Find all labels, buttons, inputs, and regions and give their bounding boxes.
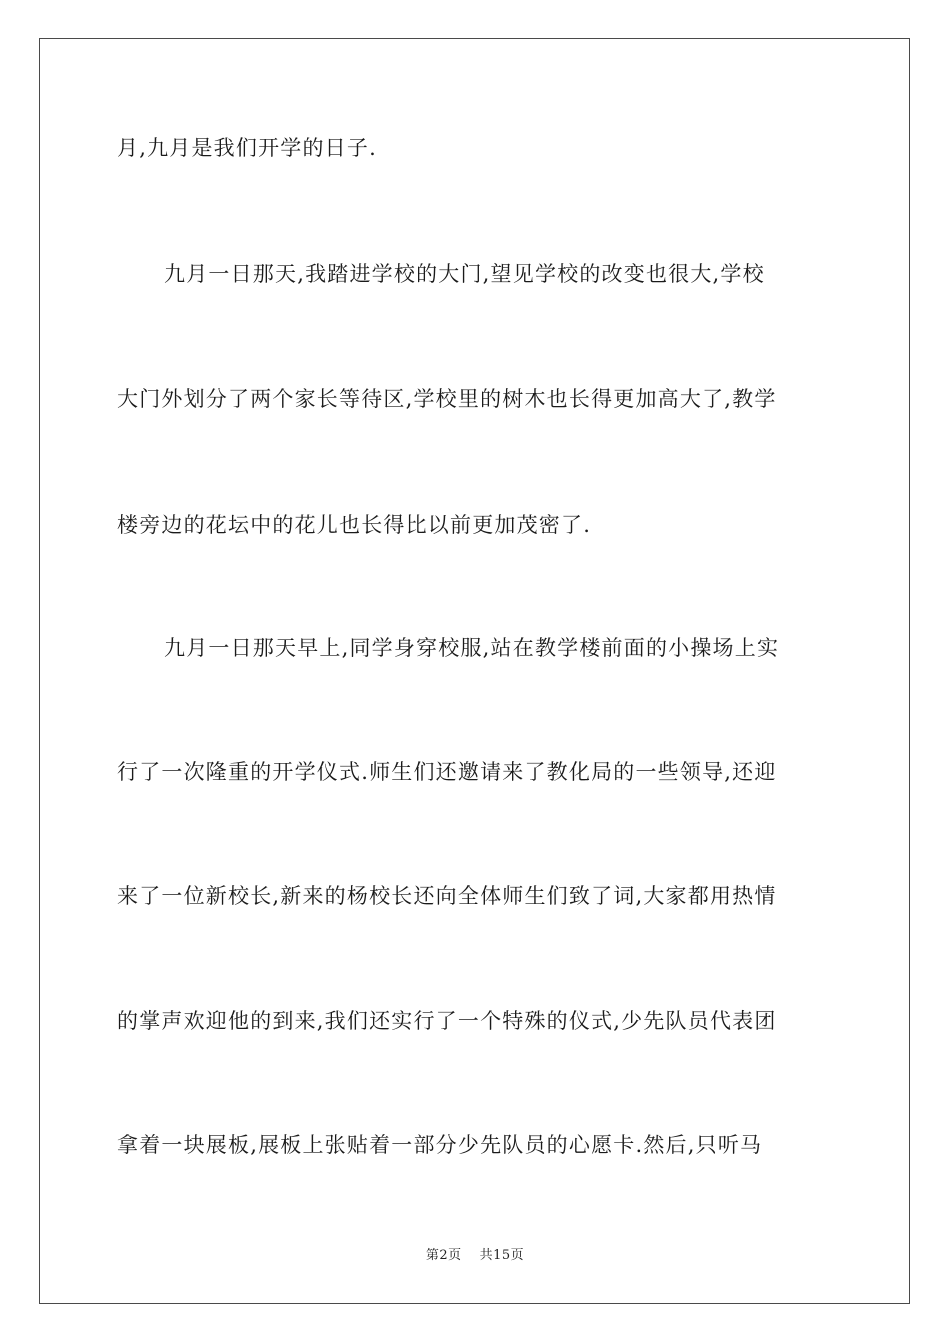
- text-line-7: 来了一位新校长,新来的杨校长还向全体师生们致了词,大家都用热情: [117, 884, 777, 908]
- text-line-8: 的掌声欢迎他的到来,我们还实行了一个特殊的仪式,少先队员代表团: [117, 1009, 777, 1033]
- text-line-9: 拿着一块展板,展板上张贴着一部分少先队员的心愿卡.然后,只听马: [117, 1133, 763, 1157]
- page-border: [39, 38, 910, 1304]
- page-footer: [0, 1247, 950, 1265]
- text-line-4: 楼旁边的花坛中的花儿也长得比以前更加茂密了.: [117, 513, 592, 537]
- page-total: 共15页: [479, 1248, 525, 1263]
- text-line-1: 月,九月是我们开学的日子.: [117, 136, 377, 160]
- page-number: 第2页: [425, 1248, 462, 1263]
- text-line-2: 九月一日那天,我踏进学校的大门,望见学校的改变也很大,学校: [164, 262, 765, 286]
- text-line-6: 行了一次隆重的开学仪式.师生们还邀请来了教化局的一些领导,还迎: [117, 760, 777, 784]
- text-line-5: 九月一日那天早上,同学身穿校服,站在教学楼前面的小操场上实: [164, 636, 780, 660]
- text-line-3: 大门外划分了两个家长等待区,学校里的树木也长得更加高大了,教学: [117, 387, 777, 411]
